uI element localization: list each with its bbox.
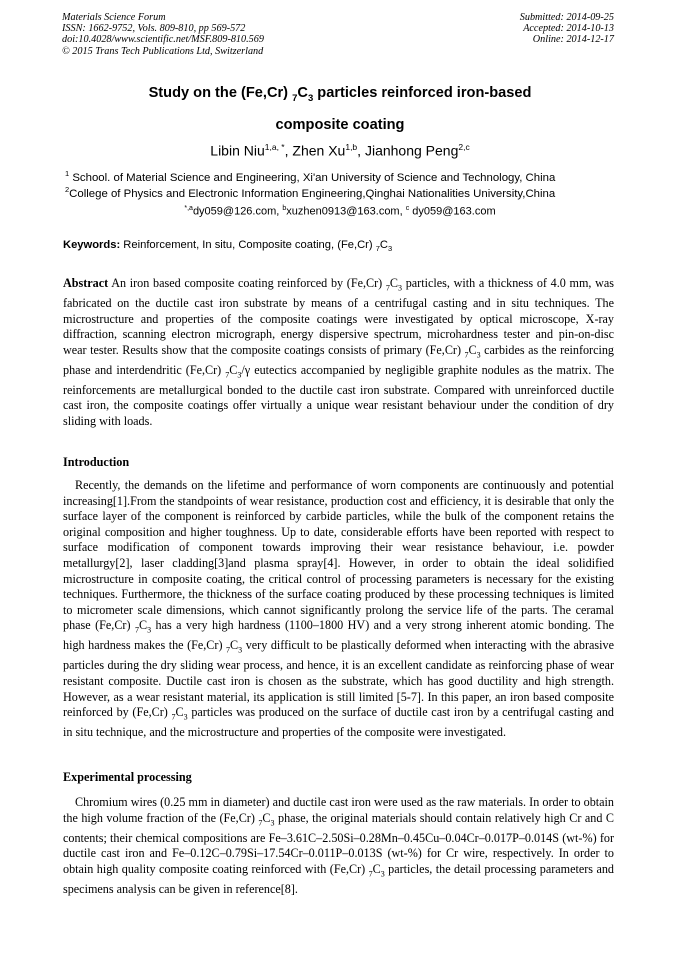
keywords-label: Keywords: xyxy=(63,239,121,251)
experimental-text: Chromium wires (0.25 mm in diameter) and ductile cast iron were used as the raw materials. In order to obtain the high volume fraction of the (Fe,Cr) $_7C_3$ phase, the original materials should contain relatively high Cr and C contents; their chemical compositions are Fe–3.61C–2.50Si–0.28Mn–0.45Cu–0.04Cr–0.017P–0.014S (wt-%) for ductile cast iron and Fe–0.12C–0.79Si–17.54Cr–0.011P–0.013S (wt-%) for Cr wire, respectively. In order to obtain high quality composite coating reinforced with (Fe,Cr) $_7C_3$ particles, the detail processing parameters and specimens analysis can be given in reference[8]. xyxy=(63,795,614,896)
author-emails: $^{*,a}$dy059@126.com, $^b$xuzhen0913@163.com, $^c$ dy059@163.com xyxy=(184,205,496,218)
abstract-label: Abstract xyxy=(63,276,109,290)
dates-info xyxy=(520,12,614,46)
doi-line: doi:10.4028/www.scientific.net/MSF.809-810.569 xyxy=(62,34,264,46)
online-date: Online: 2014-12-17 xyxy=(532,34,614,46)
affiliation-2: $^2$College of Physics and Electronic Information Engineering,Qinghai Nationalities University,China xyxy=(65,185,556,200)
journal-info xyxy=(62,12,264,57)
accepted-date: Accepted: 2014-10-13 xyxy=(523,23,614,35)
abstract: Abstract An iron based composite coating reinforced by (Fe,Cr) $_7C_3$ particles, with a thickness of 4.0 mm, was fabricated on the ductile cast iron substrate by means of a centrifugal casting and in situ techniques. The microstructure and properties of the composite coatings were investigated by optical microscope, X-ray diffraction, scanning electron micrograph, energy dispersive spectrum, microhardness tester and pin-on-disc wear tester. Results show that the composite coatings consists of primary (Fe,Cr) $_7C_3$ carbides as the reinforcing phase and interdendritic (Fe,Cr) $_7C_3/\gamma$ eutectics accompanied by negligible graphite nodules as the matrix. The reinforcements are metallurgical bonded to the ductile cast iron substrate. Compared with unreinforced ductile cast iron, the composite coatings offer virtually a unique wear resistant behaviour under the condition of dry sliding with loads. xyxy=(63,276,615,429)
introduction-text: Recently, the demands on the lifetime and performance of worn components are continuously and potential increasing[1].From the standpoints of wear resistance, production cost and efficiency, it is desirable that only the surface layer of the component is reinforced by carbide particles, while the bulk of the component retains the original composition and higher toughness. Up to date, considerable efforts have been reported with respect to surface modification of component towards improving their wear resistance behaviour, i.e. powder metallurgy[2], laser cladding[3]and plasma spray[4]. However, in order to obtain the ideal solidified microstructure in composite coating, the critical control of processing parameters is necessary for the existing techniques. Furthermore, the thickness of the surface coating produced by these processing techniques is limited to micrometer scale dimensions, which cannot significantly prolong the service life of the parts. The ceramal phase (Fe,Cr) $_7C_3$ has a very high hardness (1100–1800 HV) and a very strong inherent atomic bonding. The high hardness makes the (Fe,Cr) $_7C_3$ very difficult to be plastically deformed when interacting with the abrasive particles during the dry sliding wear process, and hence, it is an excellent candidate as reinforcing phase of wear resistant composite. Ductile cast iron is chosen as the substrate, which has good ductility and high strength. However, as a wear resistant material, its application is still limited [5-7]. In this paper, an iron based composite reinforced by (Fe,Cr) $_7C_3$ particles was produced on the surface of ductile cast iron by a centrifugal casting and in situ technique, and the microstructure and properties of the composite were investigated. xyxy=(63,478,614,740)
issn-line: ISSN: 1662-9752, Vols. 809-810, pp 569-572 xyxy=(62,23,246,35)
author-3: Jianhong Peng xyxy=(364,142,459,159)
paper-title: Study on the (Fe,Cr) $_7C_3$ particles reinforced iron-based composite coating xyxy=(60,80,620,138)
copyright-line: © 2015 Trans Tech Publications Ltd, Switzerland xyxy=(62,45,264,57)
author-list: Libin Niu$^{1,a, *}$, Zhen Xu$^{1,b}$, Jianhong Peng$^{2,c}$ xyxy=(210,142,470,159)
journal-name: Materials Science Forum xyxy=(62,12,166,23)
submitted-date: Submitted: 2014-09-25 xyxy=(519,12,614,23)
introduction-heading: Introduction xyxy=(63,455,130,469)
author-1: Libin Niu xyxy=(210,142,265,159)
keywords: Keywords: Reinforcement, In situ, Composite coating, (Fe,Cr) $_7C_3$ xyxy=(63,239,393,254)
title-line-2: composite coating xyxy=(275,116,405,133)
author-2: Zhen Xu xyxy=(292,142,346,159)
experimental-heading: Experimental processing xyxy=(63,770,192,784)
affiliation-1: $^1$ School. of Material Science and Engineering, Xi'an University of Science and Technology, China xyxy=(65,169,556,184)
